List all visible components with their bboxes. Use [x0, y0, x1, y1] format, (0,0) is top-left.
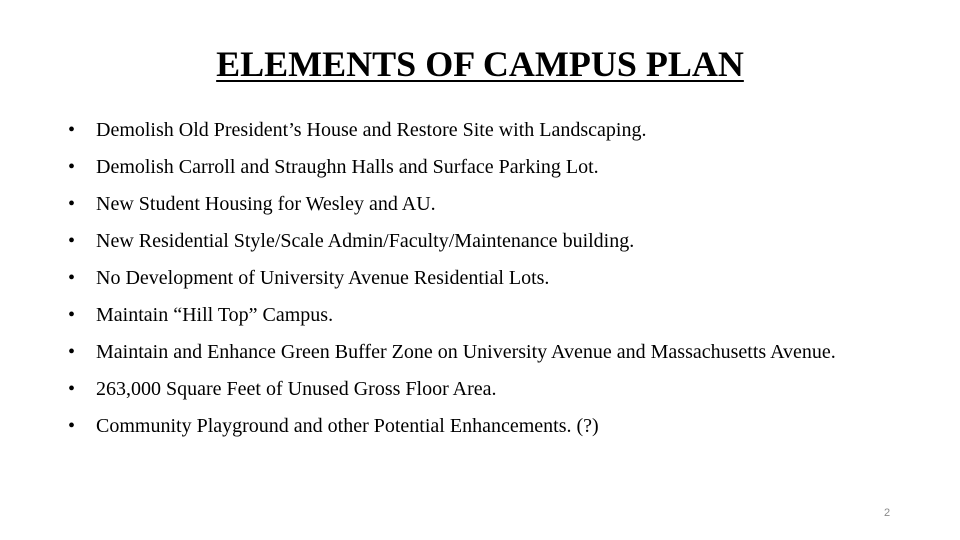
bullet-icon: •: [68, 267, 76, 289]
bullet-item: [68, 229, 888, 253]
bullet-list: [68, 118, 888, 451]
bullet-item: [68, 192, 888, 216]
bullet-text: New Residential Style/Scale Admin/Faculty/Maintenance building.: [96, 230, 635, 252]
bullet-text: Community Playground and other Potential Enhancements. (?): [96, 415, 599, 437]
bullet-item: [68, 303, 888, 327]
bullet-item: [68, 377, 888, 401]
bullet-text: Maintain and Enhance Green Buffer Zone on University Avenue and Massachusetts Avenue.: [96, 341, 836, 363]
bullet-icon: •: [68, 304, 76, 326]
bullet-item: [68, 155, 888, 179]
slide-number: 2: [883, 507, 891, 519]
bullet-icon: •: [68, 415, 76, 437]
bullet-text: Demolish Carroll and Straughn Halls and Surface Parking Lot.: [96, 156, 599, 178]
bullet-icon: •: [68, 193, 76, 215]
bullet-text: No Development of University Avenue Residential Lots.: [96, 267, 550, 289]
bullet-item: [68, 414, 888, 438]
bullet-text: 263,000 Square Feet of Unused Gross Floor Area.: [96, 378, 497, 400]
bullet-icon: •: [68, 156, 76, 178]
bullet-text: Demolish Old President’s House and Restore Site with Landscaping.: [96, 119, 647, 141]
bullet-text: Maintain “Hill Top” Campus.: [96, 304, 334, 326]
bullet-icon: •: [68, 119, 76, 141]
bullet-icon: •: [68, 230, 76, 252]
bullet-icon: •: [68, 378, 76, 400]
bullet-item: [68, 266, 888, 290]
bullet-item: [68, 118, 888, 142]
bullet-item: [68, 340, 888, 364]
slide-title: ELEMENTS OF CAMPUS PLAN: [216, 44, 744, 84]
bullet-text: New Student Housing for Wesley and AU.: [96, 193, 436, 215]
bullet-icon: •: [68, 341, 76, 363]
